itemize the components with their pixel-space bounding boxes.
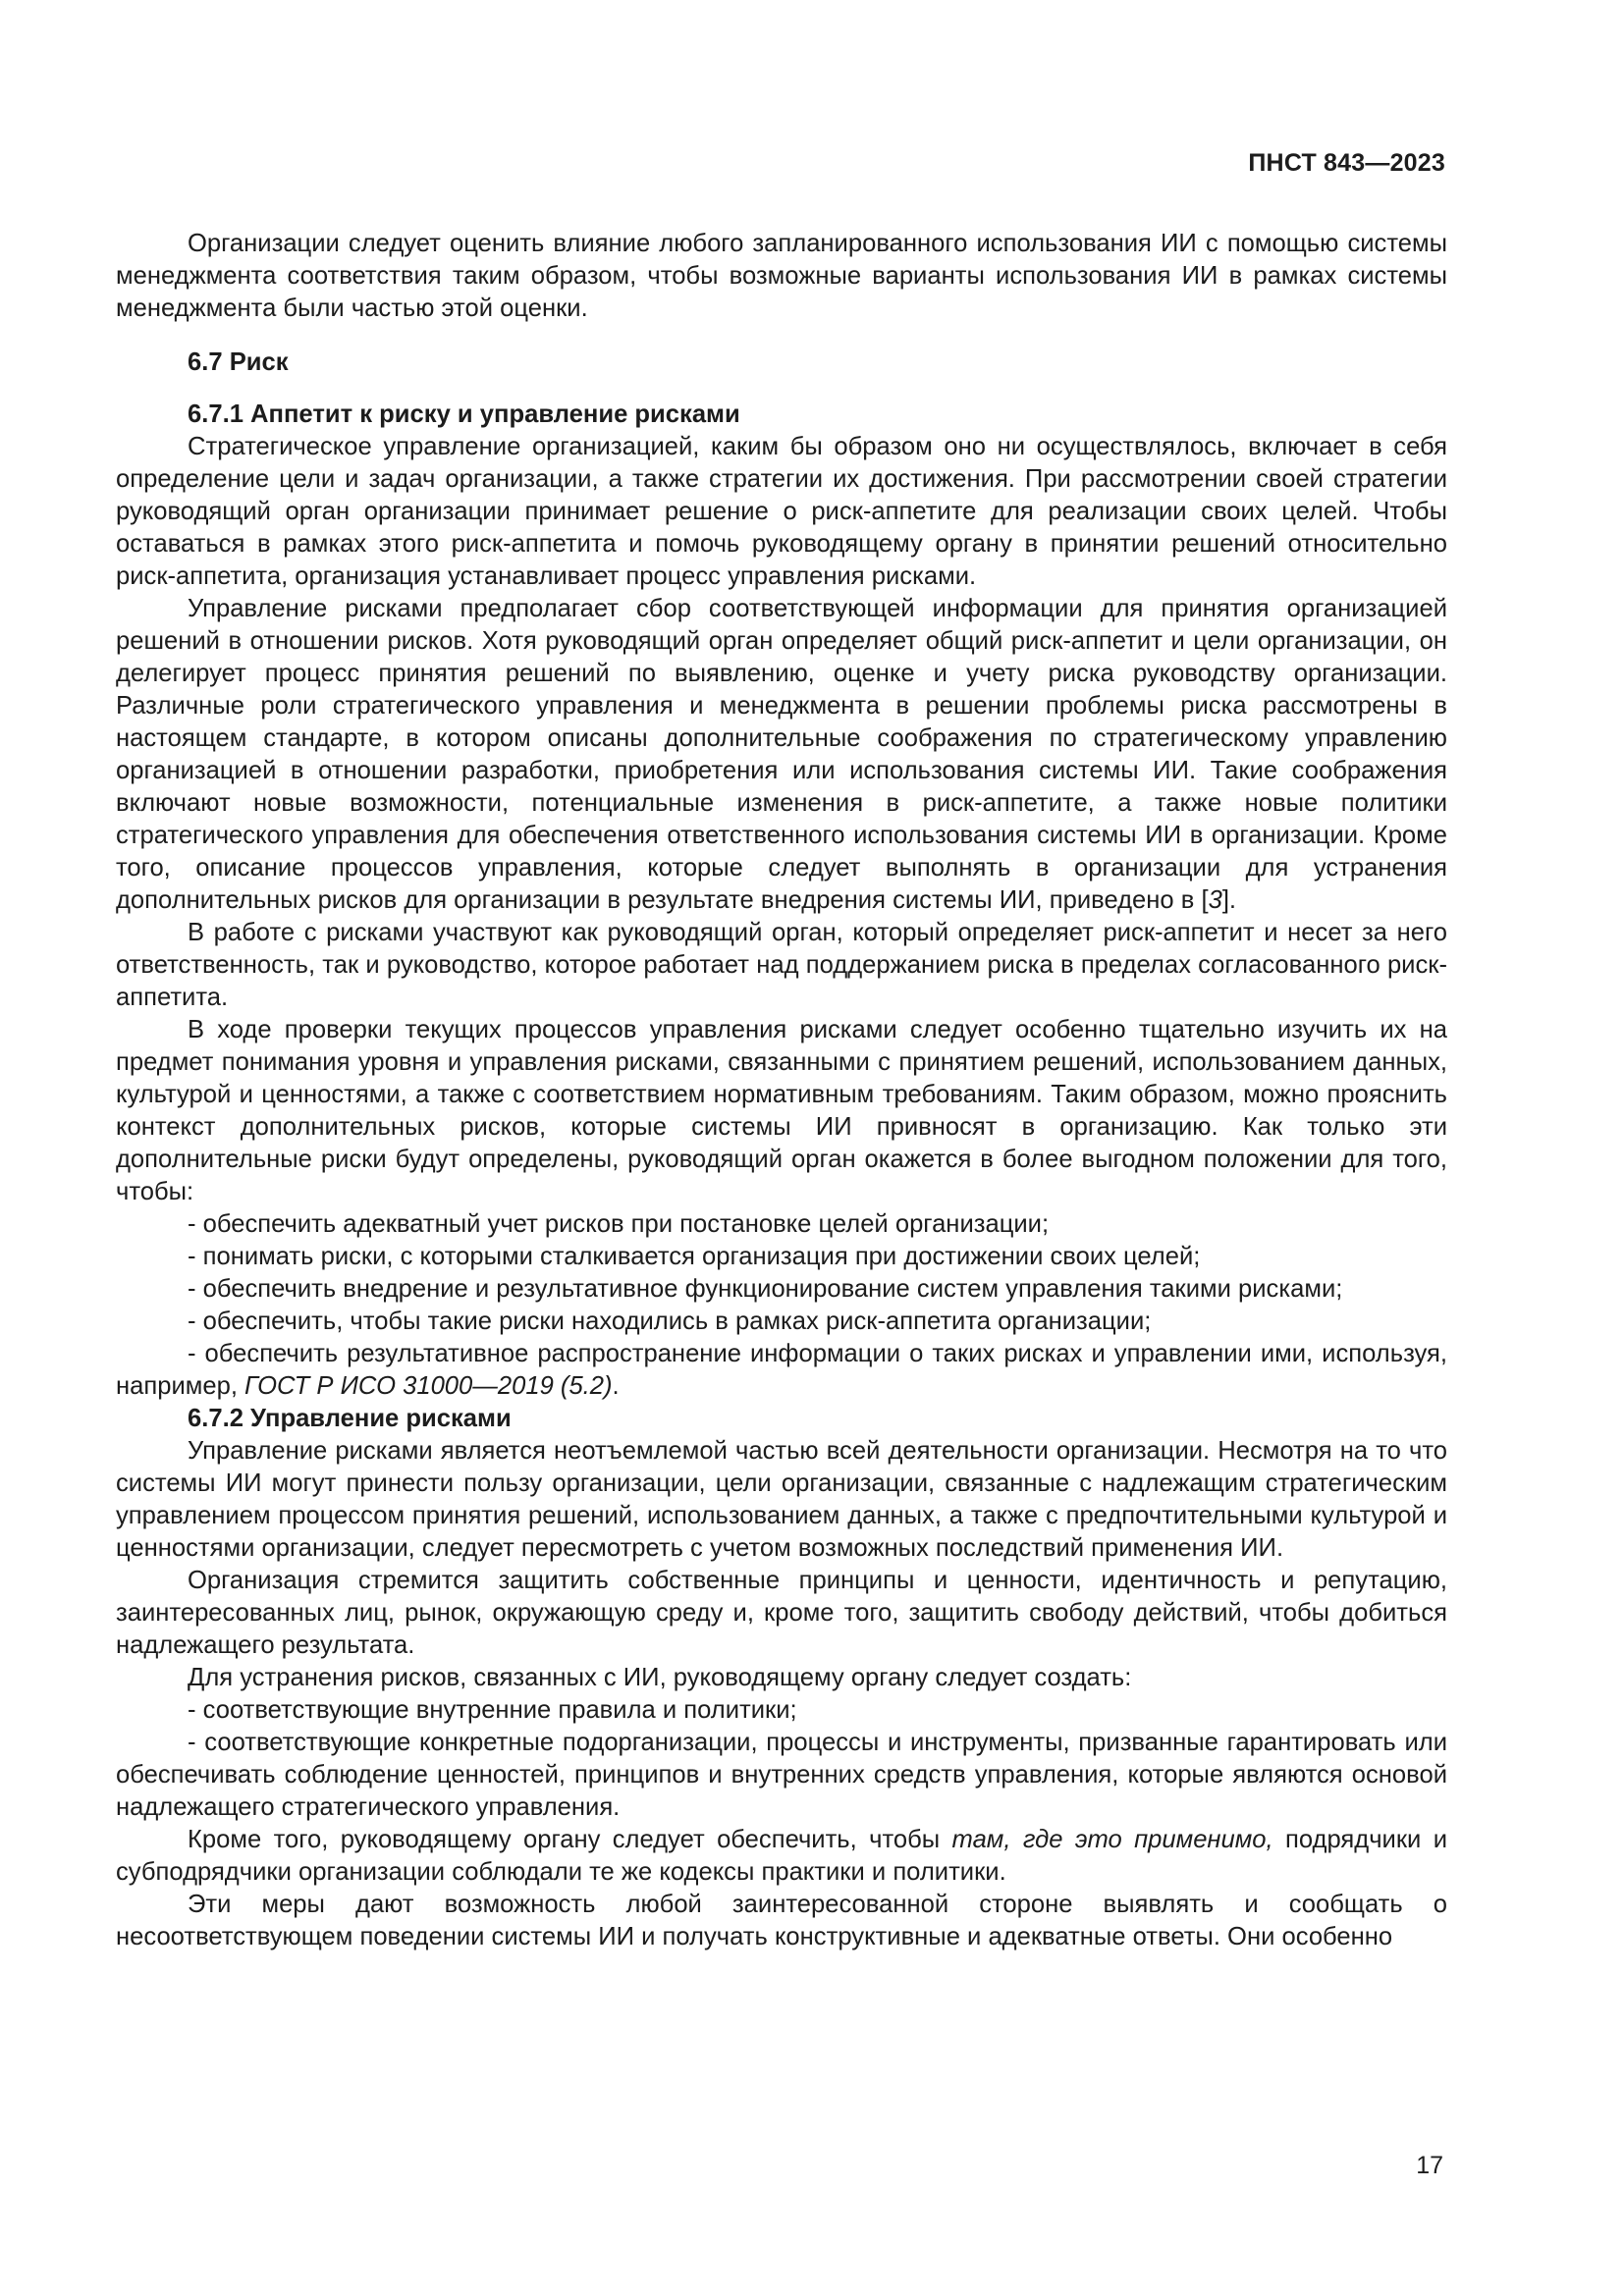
paragraph-risk-participants: В работе с рисками участвуют как руководящий орган, который определяет риск-аппетит и несет за него ответственность, так и руководство, которое работает над поддержанием риска в пределах согласованного риск-аппетита. — [116, 919, 1447, 1011]
paragraph-risk-review: В ходе проверки текущих процессов управления рисками следует особенно тщательно изучить их на предмет понимания уровня и управления рисками, связанными с принятием решений, использованием данных, культурой и ценностями, а также с соответствием нормативным требованиям. Таким образом, можно прояснить контекст дополнительных рисков, которые системы ИИ привносят в организацию. Как только эти дополнительные риски будут определены, руководящий орган окажется в более выгодном положении для того, чтобы: — [116, 1016, 1447, 1205]
intro-paragraph: Организации следует оценить влияние любого запланированного использования ИИ с помощью системы менеджмента соответствия таким образом, чтобы возможные варианты использования ИИ в рамках системы менеджмента были частью этой оценки. — [116, 230, 1447, 322]
paragraph-organization-values: Организация стремится защитить собственные принципы и ценности, идентичность и репутацию, заинтересованных лиц, рынок, окружающую среду и, кроме того, защитить свободу действий, чтобы добиться надлежащего результата. — [116, 1567, 1447, 1659]
paragraph-text: Кроме того, руководящему органу следует обеспечить, чтобы — [188, 1826, 952, 1853]
paragraph-text-end: подрядчики и субподрядчики организации соблюдали те же кодексы практики и политики. — [116, 1826, 1447, 1886]
list-item: - обеспечить, чтобы такие риски находились в рамках риск-аппетита организации; — [188, 1308, 1152, 1335]
page-number: 17 — [1416, 2152, 1443, 2179]
reference-number: 3 — [1208, 886, 1222, 914]
section-6-7-2-heading: 6.7.2 Управление рисками — [188, 1405, 512, 1432]
list-item: - обеспечить внедрение и результативное функционирование систем управления такими рисками; — [188, 1275, 1343, 1303]
list-item-text: - обеспечить результативное распространение информации о таких рисках и управлении ими, используя, например, — [116, 1340, 1447, 1400]
list-item: - соответствующие внутренние правила и политики; — [188, 1696, 797, 1724]
paragraph-risk-integral: Управление рисками является неотъемлемой частью всей деятельности организации. Несмотря на то что системы ИИ могут принести пользу организации, цели организации, связанные с надлежащим стратегическим управлением процессом принятия решений, использованием данных, а также с предпочтительными культурой и ценностями организации, следует пересмотреть с учетом возможных последствий применения ИИ. — [116, 1437, 1447, 1562]
list-item: - понимать риски, с которыми сталкивается организация при достижении своих целей; — [188, 1243, 1201, 1270]
paragraph-strategy: Стратегическое управление организацией, каким бы образом оно ни осуществлялось, включает в себя определение цели и задач организации, а также стратегии их достижения. При рассмотрении своей стратегии руководящий орган организации принимает решение о риск-аппетите для реализации своих целей. Чтобы оставаться в рамках этого риск-аппетита и помочь руководящему органу в принятии решений относительно риск-аппетита, организация устанавливает процесс управления рисками. — [116, 433, 1447, 590]
list-item: - соответствующие конкретные подорганизации, процессы и инструменты, призванные гарантировать или обеспечивать соблюдение ценностей, принципов и внутренних средств управления, которые являются основой надлежащего стратегического управления. — [116, 1729, 1447, 1821]
paragraph-text: Управление рисками предполагает сбор соответствующей информации для принятия организацией решений в отношении рисков. Хотя руководящий орган определяет общий риск-аппетит и цели организации, он делегирует процесс принятия решений по выявлению, оценке и учету риска руководству организации. Различные роли стратегического управления и менеджмента в решении проблемы риска рассмотрены в настоящем стандарте, в котором описаны дополнительные соображения по стратегическому управлению организацией в отношении разработки, приобретения или использования системы ИИ. Такие соображения включают новые возможности, потенциальные изменения в риск-аппетите, а также новые политики стратегического управления для обеспечения ответственного использования системы ИИ в организации. Кроме того, описание процессов управления, которые следует выполнять в организации для устранения дополнительных рисков для организации в результате внедрения системы ИИ, приведено в [ — [116, 595, 1447, 914]
paragraph-text-end: ]. — [1221, 886, 1237, 914]
standard-reference: ГОСТ Р ИСО 31000—2019 (5.2) — [244, 1372, 613, 1400]
list-item: - обеспечить адекватный учет рисков при постановке целей организации; — [188, 1210, 1050, 1238]
document-code: ПНСТ 843—2023 — [1248, 149, 1445, 177]
paragraph-risk-management — [116, 593, 1447, 917]
list-item-text-end: . — [612, 1372, 620, 1400]
section-6-7-heading: 6.7 Риск — [188, 348, 289, 376]
paragraph-contractors — [116, 1824, 1447, 1889]
page-content — [116, 228, 1447, 1953]
list-item — [116, 1338, 1447, 1403]
section-6-7-1-heading: 6.7.1 Аппетит к риску и управление рисками — [188, 400, 740, 428]
paragraph-measures: Эти меры дают возможность любой заинтересованной стороне выявлять и сообщать о несоответствующем поведении системы ИИ и получать конструктивные и адекватные ответы. Они особенно — [116, 1891, 1447, 1950]
emphasis-text: там, где это применимо, — [951, 1826, 1273, 1853]
paragraph-governing-body: Для устранения рисков, связанных с ИИ, руководящему органу следует создать: — [188, 1664, 1132, 1691]
